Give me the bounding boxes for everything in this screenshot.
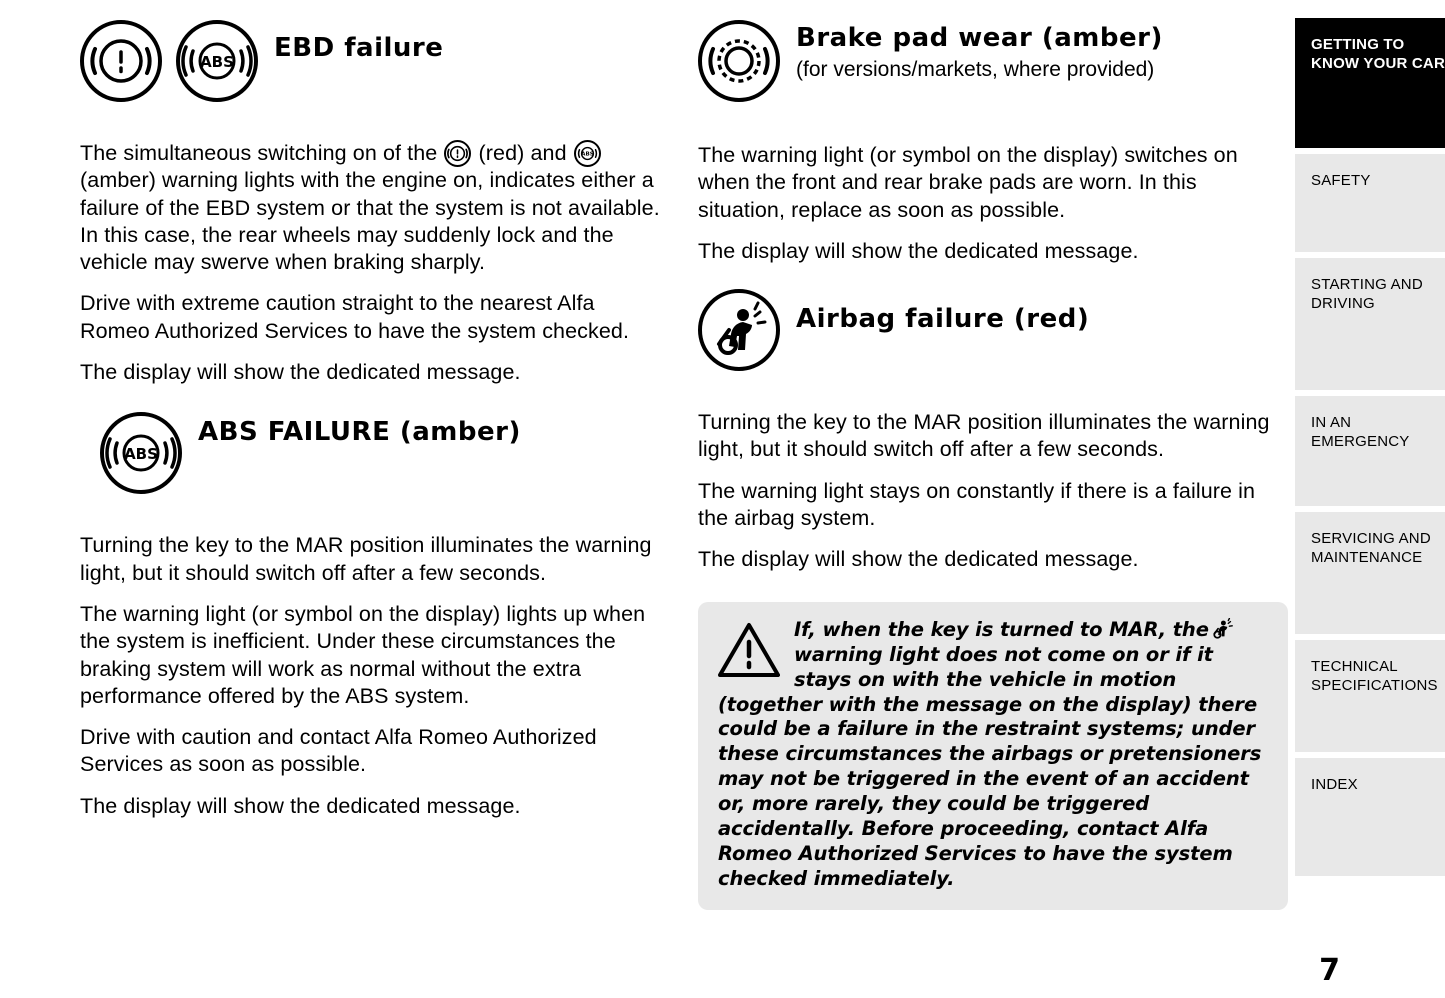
tab-starting-and-driving[interactable]: STARTING AND DRIVING: [1295, 258, 1445, 390]
section-brake-pad-wear: [698, 18, 1288, 265]
abs-warning-icon-inline: [574, 140, 601, 167]
airbag-paragraph-3: The display will show the dedicated message.: [698, 547, 1139, 572]
section-airbag-failure: [698, 287, 1288, 573]
warning-text: [718, 618, 1268, 892]
airbag-paragraph-2: The warning light stays on constantly if there is a failure in the airbag system.: [698, 478, 1256, 531]
ebd-icon-group: [80, 18, 258, 102]
abs-icon-group: [80, 410, 182, 494]
abs-warning-icon: [100, 412, 182, 494]
caution-triangle-icon: [718, 622, 780, 683]
left-column: [80, 18, 670, 834]
warning-callout-box: [698, 602, 1288, 910]
section-abs-failure: [80, 410, 670, 820]
ebd-text-rest: warning lights with the engine on, indicates either a failure of the EBD system or that the system is not available. In this case, the rear wheels may suddenly lock and the vehicle may swerve when braking sharply.: [80, 168, 660, 275]
ebd-text-lead: The simultaneous switching on of the: [80, 141, 444, 165]
tab-technical-specifications[interactable]: TECHNICAL SPECIFICATIONS: [1295, 640, 1445, 752]
page-title-ebd: EBD failure: [274, 33, 444, 63]
tab-servicing-and-maintenance[interactable]: SERVICING AND MAINTENANCE: [1295, 512, 1445, 634]
brake-warning-icon: [80, 20, 162, 102]
brake-pad-subtitle: (for versions/markets, where provided): [796, 57, 1155, 81]
abs-paragraph-1: Turning the key to the MAR position illuminates the warning light, but it should switch off after a few seconds.: [80, 533, 652, 585]
abs-warning-icon: [176, 20, 258, 102]
page-title-abs: ABS FAILURE (amber): [198, 417, 521, 448]
tab-getting-to-know-your-car[interactable]: GETTING TO KNOW YOUR CAR: [1295, 18, 1445, 148]
airbag-failure-icon: [698, 289, 780, 371]
tab-in-an-emergency[interactable]: IN AN EMERGENCY: [1295, 396, 1445, 506]
ebd-paragraph-1: [80, 140, 670, 276]
tab-index[interactable]: INDEX: [1295, 758, 1445, 876]
svg-text:ABS: ABS: [580, 151, 594, 158]
brake-pad-icon-group: [698, 18, 780, 102]
ebd-text-mid: (red) and: [472, 141, 573, 165]
brake-pad-paragraph-1: The warning light (or symbol on the display) switches on when the front and rear brake pads are worn. In this situation, replace as soon as possible.: [698, 143, 1238, 222]
warning-text-part1: If, when the key is turned to MAR, the: [794, 617, 1209, 641]
svg-text:ABS: ABS: [200, 53, 234, 71]
ebd-paragraph-2: Drive with extreme caution straight to the nearest Alfa Romeo Authorized Services to have the system checked.: [80, 291, 630, 343]
svg-text:ABS: ABS: [124, 445, 158, 464]
abs-paragraph-3: Drive with caution and contact Alfa Romeo Authorized Services as soon as possible.: [80, 725, 597, 777]
page-number: 7: [1319, 953, 1340, 988]
airbag-failure-icon-inline: [1209, 618, 1235, 640]
abs-paragraph-4: The display will show the dedicated message.: [80, 793, 521, 818]
page-title-airbag: Airbag failure (red): [796, 304, 1090, 335]
brake-pad-wear-icon: [698, 20, 780, 102]
airbag-paragraph-1: Turning the key to the MAR position illuminates the warning light, but it should switch off after a few seconds.: [698, 410, 1270, 462]
warning-text-part2: warning light does not come on or if it stays on with the vehicle in motion (together with the message on the display) there could be a failure in the restraint systems; under these circumstances the airbags or pretensioners may not be triggered in the event of an accident or, more rarely, they could be triggered accidentally. Before proceeding, contact Alfa Romeo Authorized Services to have the system checked immediately.: [718, 642, 1262, 891]
abs-paragraph-2: The warning light (or symbol on the display) lights up when the system is inefficient. Under these circumstances the braking system will work as normal without the extra performance offered by the ABS system.: [80, 601, 646, 708]
brake-pad-paragraph-2: The display will show the dedicated message.: [698, 238, 1139, 263]
page-title-brake-pad: Brake pad wear (amber): [796, 23, 1163, 53]
section-tab-rail: [1295, 18, 1445, 882]
ebd-text-amber: (amber): [80, 168, 156, 193]
ebd-paragraph-3: The display will show the dedicated message.: [80, 360, 521, 385]
airbag-icon-group: [698, 287, 780, 371]
tab-safety[interactable]: SAFETY: [1295, 154, 1445, 252]
brake-warning-icon-inline: [444, 140, 471, 167]
right-column: [698, 18, 1288, 910]
section-ebd-failure: [80, 18, 670, 386]
